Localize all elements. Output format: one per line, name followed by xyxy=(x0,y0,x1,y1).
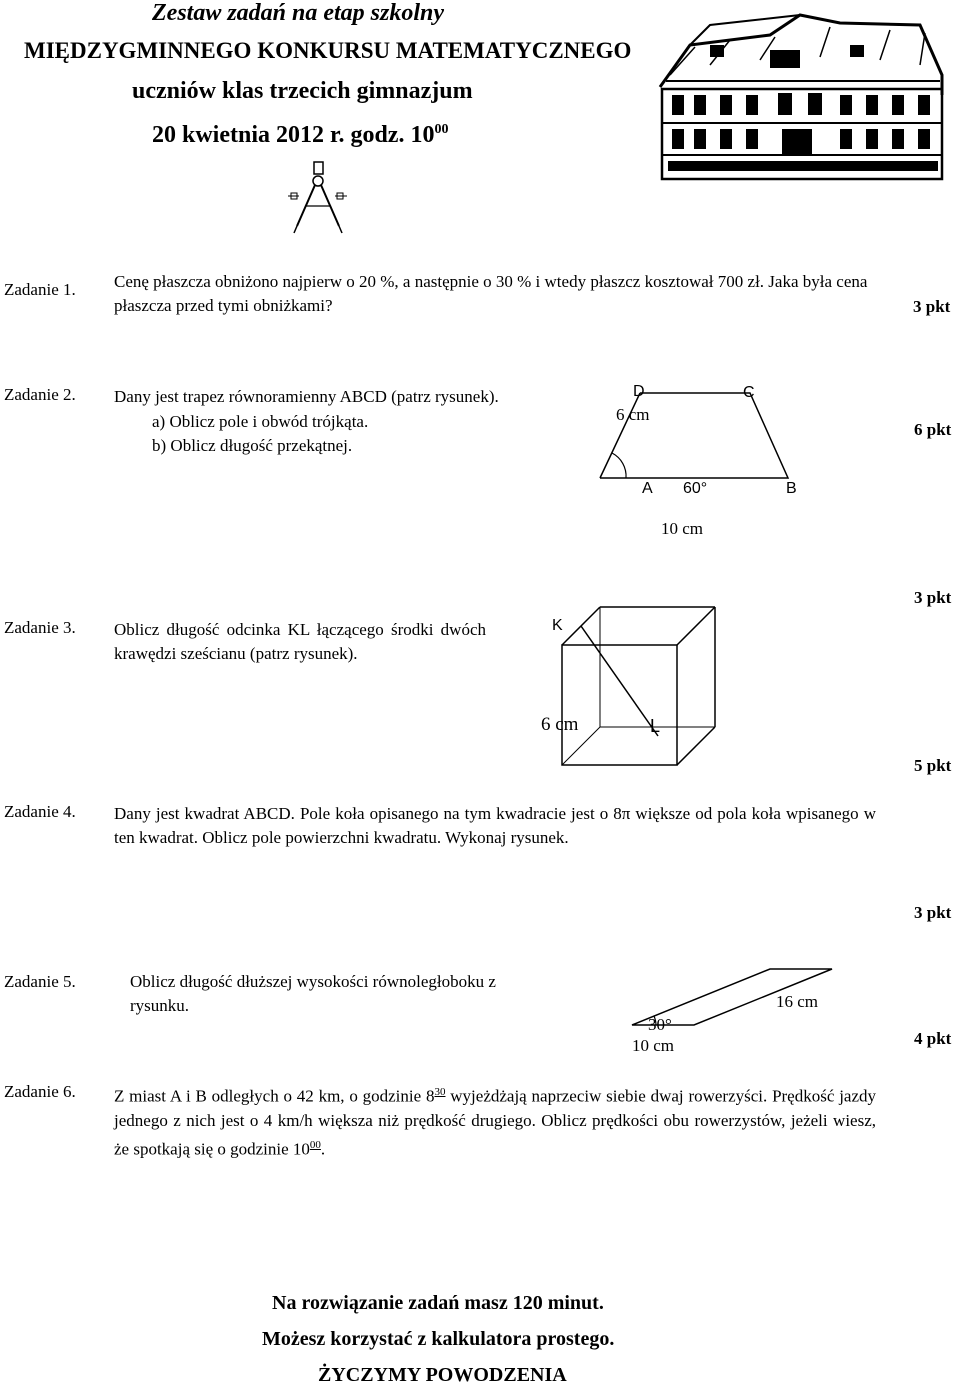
task-6-sup-a: 30 xyxy=(434,1086,446,1098)
trapezoid-base-label: 10 cm xyxy=(661,519,704,538)
cube-edge-label: 6 cm xyxy=(541,714,579,735)
task-2-item-a: a) Oblicz pole i obwód trójkąta. xyxy=(152,412,369,431)
task-1-label: Zadanie 1. xyxy=(4,280,76,299)
task-6-text-c: . xyxy=(320,1139,326,1159)
task-6-text-a: Z miast A i B odległych o 42 km, o godzinie 8 xyxy=(114,1086,435,1106)
task-5-text: Oblicz długość dłuższej wysokości równoległoboku z rysunku. xyxy=(130,972,496,1015)
header-date-text: 20 kwietnia 2012 r. godz. 10 xyxy=(152,122,435,148)
task-3-label: Zadanie 3. xyxy=(4,618,76,637)
task-2-text: Dany jest trapez równoramienny ABCD (patrz rysunek). xyxy=(114,387,499,406)
task-4-points: 5 pkt xyxy=(914,756,952,775)
task-6-text xyxy=(114,1080,876,1161)
trapezoid-angle-label: 60° xyxy=(683,480,708,497)
trapezoid-vertex-c: C xyxy=(743,384,755,401)
task-1-points: 3 pkt xyxy=(913,297,951,316)
trapezoid-vertex-a: A xyxy=(642,480,653,497)
parallelogram-angle: 30° xyxy=(648,1015,672,1034)
parallelogram-long-side: 16 cm xyxy=(776,992,819,1011)
task-4-text: Dany jest kwadrat ABCD. Pole koła opisanego na tym kwadracie jest o 8π większe od pola koła wpisanego w ten kwadrat. Oblicz pole powierzchni kwadratu. Wykonaj rysunek. xyxy=(114,804,876,847)
trapezoid-vertex-d: D xyxy=(633,383,645,400)
task-6-text-b: wyjeżdżają naprzeciw siebie dwaj rowerzyści. Prędkość jazdy jednego z nich jest o 4 km/h większa niż prędkość drugiego. Oblicz prędkości obu rowerzystów, jeżeli wiesz, że spotkają się o godzinie 10 xyxy=(114,1086,877,1159)
compass-icon xyxy=(285,160,355,235)
cube-figure xyxy=(550,600,750,770)
header-contest: MIĘDZYGMINNEGO KONKURSU MATEMATYCZNEGO xyxy=(24,38,632,63)
trapezoid-side-label: 6 cm xyxy=(616,405,650,424)
task-1-text: Cenę płaszcza obniżono najpierw o 20 %, a następnie o 30 % i wtedy płaszcz kosztował 700 zł. Jaka była cena płaszcza przed tymi obniżkami? xyxy=(114,272,868,315)
footer-wishes: ŻYCZYMY POWODZENIA xyxy=(318,1364,567,1386)
cube-point-k: K xyxy=(552,617,563,634)
cube-point-l: L xyxy=(650,716,661,736)
trapezoid-vertex-b: B xyxy=(786,480,797,497)
header-class: uczniów klas trzecich gimnazjum xyxy=(132,78,473,104)
footer-calculator: Możesz korzystać z kalkulatora prostego. xyxy=(262,1328,615,1350)
school-building-drawing xyxy=(650,5,950,185)
task-5-label: Zadanie 5. xyxy=(4,972,76,991)
task-6-label: Zadanie 6. xyxy=(4,1082,76,1101)
header-date-sup: 00 xyxy=(434,122,449,137)
task-2-label: Zadanie 2. xyxy=(4,385,76,404)
header-date xyxy=(152,122,448,149)
task-6-sup-b: 00 xyxy=(309,1138,321,1151)
task-5-points: 3 pkt xyxy=(914,903,952,922)
footer-time: Na rozwiązanie zadań masz 120 minut. xyxy=(272,1292,604,1314)
parallelogram-short-side: 10 cm xyxy=(632,1036,675,1055)
task-3-points: 3 pkt xyxy=(914,588,952,607)
task-3-text: Oblicz długość odcinka KL łączącego środki dwóch krawędzi sześcianu (patrz rysunek). xyxy=(114,620,486,663)
header-title: Zestaw zadań na etap szkolny xyxy=(152,0,445,26)
task-2-item-b: b) Oblicz długość przekątnej. xyxy=(152,436,353,455)
task-2-points: 6 pkt xyxy=(914,420,952,439)
task-6-points: 4 pkt xyxy=(914,1029,952,1048)
task-4-label: Zadanie 4. xyxy=(4,802,76,821)
